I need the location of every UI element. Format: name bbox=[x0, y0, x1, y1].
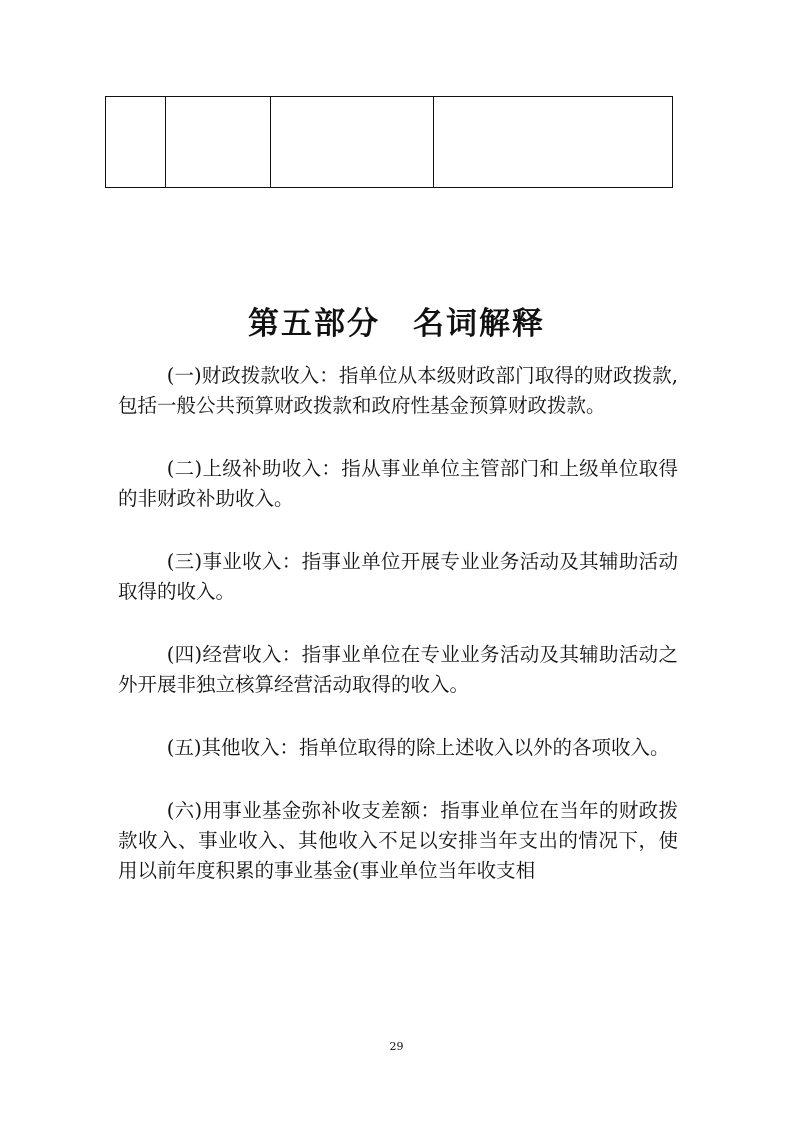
definition-paragraph: (五)其他收入：指单位取得的除上述收入以外的各项收入。 bbox=[166, 736, 670, 759]
definition-paragraph: (二)上级补助收入：指从事业单位主管部门和上级单位取得的非财政补助收入。 bbox=[118, 457, 678, 510]
table-cell bbox=[166, 97, 271, 188]
table-cell bbox=[434, 97, 673, 188]
page-number: 29 bbox=[389, 1040, 404, 1053]
table-row bbox=[106, 97, 673, 188]
definition-paragraph: (三)事业收入：指事业单位开展专业业务活动及其辅助活动取得的收入。 bbox=[118, 550, 678, 603]
definition-paragraph: (一)财政拨款收入：指单位从本级财政部门取得的财政拨款,包括一般公共预算财政拨款和政府性基金预算财政拨款。 bbox=[118, 364, 678, 417]
section-title: 第五部分 名词解释 bbox=[248, 306, 545, 342]
definition-paragraph: (四)经营收入：指事业单位在专业业务活动及其辅助活动之外开展非独立核算经营活动取得的收入。 bbox=[118, 643, 678, 696]
definition-paragraph: (六)用事业基金弥补收支差额：指事业单位在当年的财政拨款收入、事业收入、其他收入不足以安排当年支出的情况下，使用以前年度积累的事业基金(事业单位当年收支相 bbox=[118, 799, 678, 882]
table-cell bbox=[106, 97, 166, 188]
table-cell bbox=[271, 97, 434, 188]
empty-table-fragment bbox=[105, 96, 673, 188]
definitions-body bbox=[118, 361, 678, 886]
